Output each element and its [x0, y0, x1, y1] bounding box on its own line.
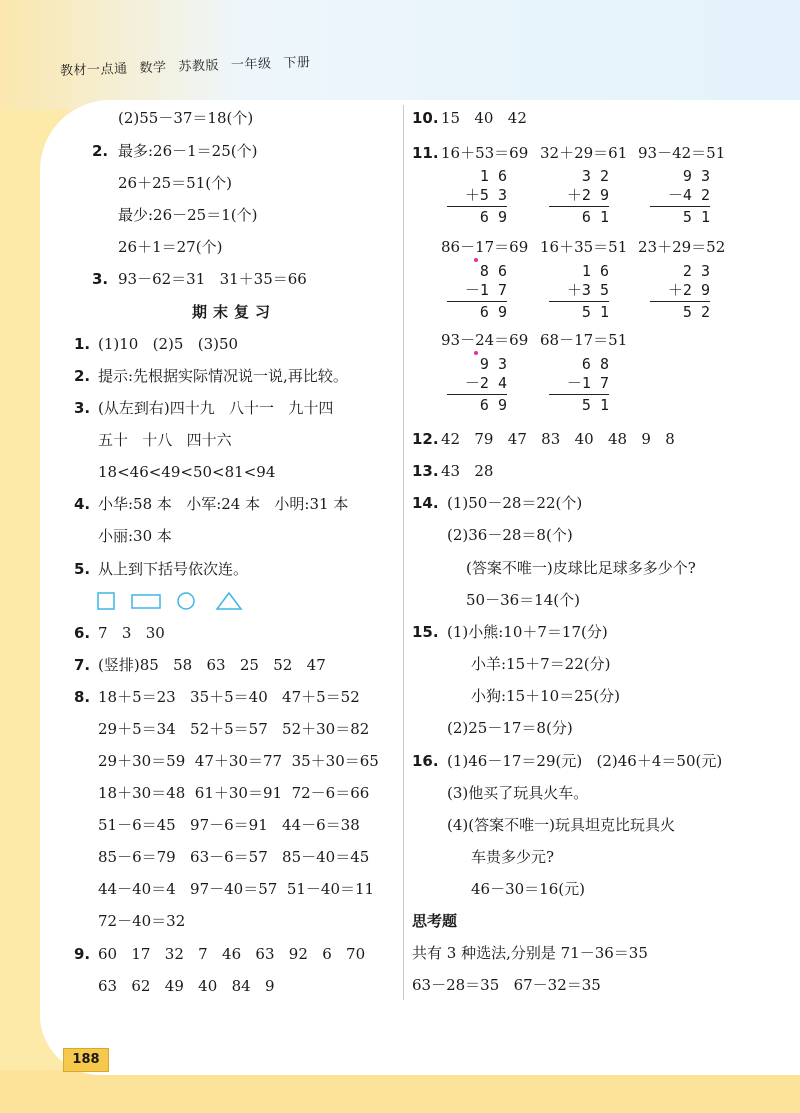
- vertical-calc: [447, 262, 507, 322]
- answer-line: 车贵多少元?: [471, 848, 555, 866]
- question-number: 3.: [92, 270, 109, 288]
- calc-result: 5 1: [581, 303, 609, 321]
- answer-line: 小华:58 本 小军:24 本 小明:31 本: [98, 495, 349, 513]
- answer-line: 63 62 49 40 84 9: [98, 977, 275, 995]
- calc-result: 6 9: [479, 208, 507, 226]
- answer-line: 18＋5＝23 35＋5＝40 47＋5＝52: [98, 688, 360, 706]
- calc-top: 6 8: [581, 355, 609, 373]
- answer-line: 29＋30＝59 47＋30＝77 35＋30＝65: [98, 752, 379, 770]
- footer-background: [0, 1070, 800, 1113]
- header-background: [0, 0, 800, 110]
- answer-line: 小狗:15＋10＝25(分): [471, 687, 621, 705]
- equation: 16＋35＝51: [540, 238, 628, 256]
- question-number: 1.: [74, 335, 91, 353]
- question-number: 7.: [74, 656, 91, 674]
- answer-line: 85－6＝79 63－6＝57 85－40＝45: [98, 848, 370, 866]
- calc-top: 3 2: [581, 167, 609, 185]
- question-number: 13.: [412, 462, 439, 480]
- rectangle-shape: [132, 595, 160, 608]
- calc-bar: [447, 301, 507, 302]
- vertical-calc: [447, 355, 507, 415]
- answer-line: 43 28: [441, 462, 494, 480]
- answer-line: 提示:先根据实际情况说一说,再比较。: [98, 367, 348, 385]
- circle-shape: [178, 593, 194, 609]
- triangle-shape: [217, 593, 241, 609]
- calc-top: 1 6: [581, 262, 609, 280]
- vertical-calc: [549, 355, 609, 415]
- answer-line: 51－6＝45 97－6＝91 44－6＝38: [98, 816, 360, 834]
- answer-line: (1)50－28＝22(个): [447, 494, 583, 512]
- column-divider: [403, 105, 404, 1000]
- equation: 32＋29＝61: [540, 144, 628, 162]
- equation: 23＋29＝52: [638, 238, 726, 256]
- question-number: 10.: [412, 109, 439, 127]
- calc-result: 5 1: [581, 396, 609, 414]
- calc-top: 2 3: [682, 262, 710, 280]
- calc-result: 6 9: [479, 396, 507, 414]
- answer-line: 46－30＝16(元): [471, 880, 585, 898]
- question-number: 2.: [74, 367, 91, 385]
- answer-line: (3)他买了玩具火车。: [447, 784, 589, 802]
- answer-line: (竖排)85 58 63 25 52 47: [98, 656, 326, 674]
- answer-line: 26＋25＝51(个): [118, 174, 232, 192]
- calc-bar: [650, 301, 710, 302]
- answer-line: (1)10 (2)5 (3)50: [98, 335, 239, 353]
- answer-line: 50－36＝14(个): [466, 591, 580, 609]
- answer-line: 小羊:15＋7＝22(分): [471, 655, 611, 673]
- question-number: 15.: [412, 623, 439, 641]
- think-title: 思考题: [412, 912, 458, 930]
- answer-line: 15 40 42: [441, 109, 527, 127]
- equation: 16＋53＝69: [441, 144, 529, 162]
- calc-mid: ＋2 9: [566, 186, 609, 204]
- section-title: 期末复习: [192, 303, 277, 321]
- calc-mid: ＋5 3: [464, 186, 507, 204]
- book-title: 教材一点通: [59, 61, 128, 79]
- answer-line: 最多:26－1＝25(个): [118, 142, 258, 160]
- grade: 一年级: [230, 56, 272, 74]
- answer-line: 29＋5＝34 52＋5＝57 52＋30＝82: [98, 720, 370, 738]
- vertical-calc: [650, 262, 710, 322]
- vertical-calc: [549, 167, 609, 227]
- calc-result: 6 9: [479, 303, 507, 321]
- answer-line: 44－40＝4 97－40＝57 51－40＝11: [98, 880, 375, 898]
- calc-bar: [549, 206, 609, 207]
- equation: 68－17＝51: [540, 331, 628, 349]
- answer-line: 五十 十八 四十六: [98, 431, 232, 449]
- calc-result: 6 1: [581, 208, 609, 226]
- vertical-calc: [549, 262, 609, 322]
- calc-top: 9 3: [479, 355, 507, 373]
- calc-result: 5 1: [682, 208, 710, 226]
- calc-mid: －4 2: [667, 186, 710, 204]
- answer-line: 93－62＝31 31＋35＝66: [118, 270, 307, 288]
- answer-line: 60 17 32 7 46 63 92 6 70: [98, 945, 366, 963]
- answer-line: 72－40＝32: [98, 912, 186, 930]
- question-number: 5.: [74, 560, 91, 578]
- answer-line: 18<46<49<50<81<94: [98, 463, 276, 481]
- calc-mid: －1 7: [464, 281, 507, 299]
- subject: 数学: [139, 60, 167, 77]
- calc-bar: [447, 394, 507, 395]
- question-number: 12.: [412, 430, 439, 448]
- calc-bar: [549, 394, 609, 395]
- question-number: 8.: [74, 688, 91, 706]
- calc-bar: [650, 206, 710, 207]
- question-number: 14.: [412, 494, 439, 512]
- answer-line: (从左到右)四十九 八十一 九十四: [98, 399, 334, 417]
- calc-mid: －2 4: [464, 374, 507, 392]
- calc-bar: [549, 301, 609, 302]
- square-shape: [98, 593, 114, 609]
- calc-result: 5 2: [682, 303, 710, 321]
- answer-line: 7 3 30: [98, 624, 165, 642]
- question-number: 11.: [412, 144, 439, 162]
- answer-line: 42 79 47 83 40 48 9 8: [441, 430, 675, 448]
- answer-line: (1)46－17＝29(元) (2)46＋4＝50(元): [447, 752, 723, 770]
- calc-mid: －1 7: [566, 374, 609, 392]
- calc-mid: ＋2 9: [667, 281, 710, 299]
- question-number: 4.: [74, 495, 91, 513]
- question-number: 2.: [92, 142, 109, 160]
- volume: 下册: [283, 55, 311, 72]
- answer-line: (答案不唯一)皮球比足球多多少个?: [466, 559, 696, 577]
- vertical-calc: [447, 167, 507, 227]
- question-number: 16.: [412, 752, 439, 770]
- answer-line: 小丽:30 本: [98, 527, 172, 545]
- question-number: 9.: [74, 945, 91, 963]
- answer-line: 共有 3 种选法,分别是 71－36＝35: [412, 944, 648, 962]
- answer-line: 63－28＝35 67－32＝35: [412, 976, 601, 994]
- answer-line: (2)55－37＝18(个): [118, 109, 254, 127]
- edition: 苏教版: [178, 58, 220, 75]
- calc-top: 8 6: [479, 262, 507, 280]
- answer-line: (1)小熊:10＋7＝17(分): [447, 623, 608, 641]
- answer-line: (2)36－28＝8(个): [447, 526, 573, 544]
- vertical-calc: [650, 167, 710, 227]
- answer-line: 从上到下括号依次连。: [98, 560, 249, 578]
- equation: 93－24＝69: [441, 331, 529, 349]
- answer-line: 26＋1＝27(个): [118, 238, 223, 256]
- calc-top: 9 3: [682, 167, 710, 185]
- answer-line: (4)(答案不唯一)玩具坦克比玩具火: [447, 816, 675, 834]
- calc-bar: [447, 206, 507, 207]
- question-number: 3.: [74, 399, 91, 417]
- answer-line: (2)25－17＝8(分): [447, 719, 573, 737]
- equation: 86－17＝69: [441, 238, 529, 256]
- answer-line: 最少:26－25＝1(个): [118, 206, 258, 224]
- calc-top: 1 6: [479, 167, 507, 185]
- answer-line: 18＋30＝48 61＋30＝91 72－6＝66: [98, 784, 370, 802]
- page-number: 188: [63, 1048, 109, 1072]
- shapes-figure: [96, 590, 246, 612]
- calc-mid: ＋3 5: [566, 281, 609, 299]
- equation: 93－42＝51: [638, 144, 726, 162]
- question-number: 6.: [74, 624, 91, 642]
